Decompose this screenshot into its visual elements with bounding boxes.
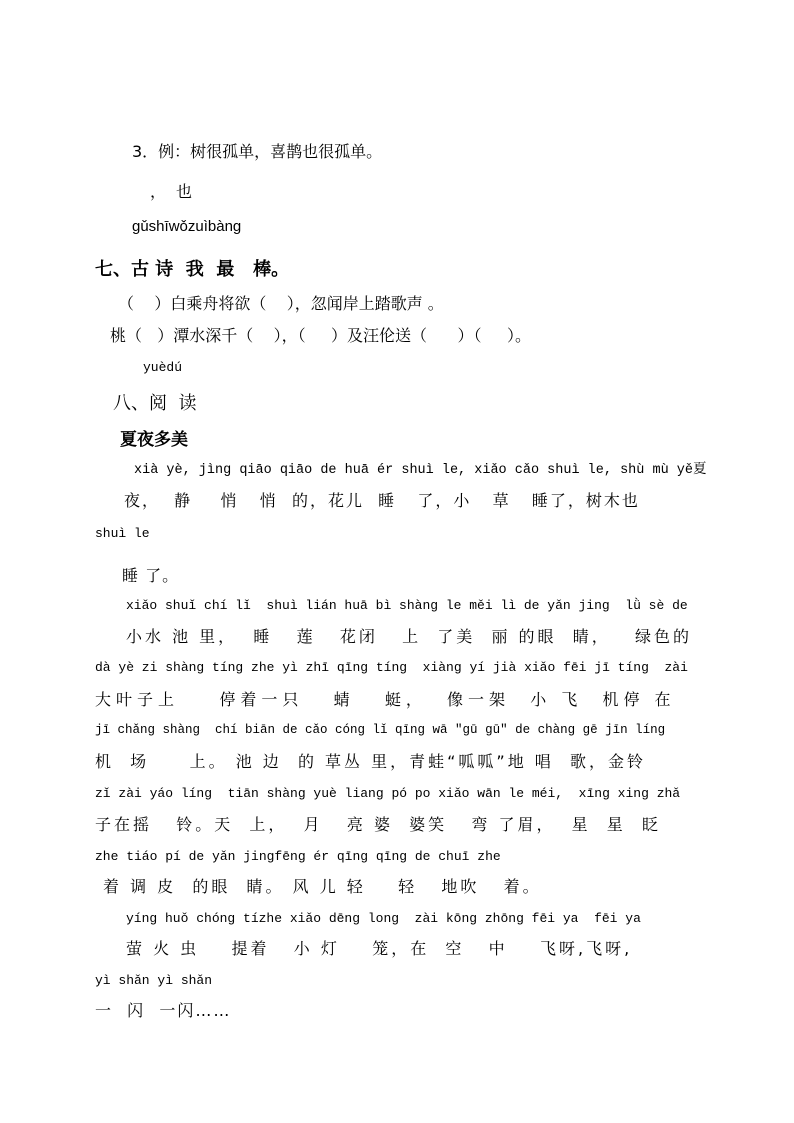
passage-pinyin-line: xiǎo shuǐ chí lǐ shuì lián huā bì shàng le měi lì de yǎn jing lǜ sè de — [126, 598, 688, 613]
passage-text-line: 夜， 静 悄 悄 的，花儿 睡 了，小 草 睡了，树木也 — [124, 491, 640, 510]
passage-pinyin-line: xià yè, jìng qiāo qiāo de huā ér shuì le, xiǎo cǎo shuì le, shù mù yě夏 — [134, 463, 707, 478]
passage-pinyin-line: zǐ zài yáo líng tiān shàng yuè liang pó po xiǎo wān le méi, xīng xing zhǎ — [95, 786, 681, 801]
passage-text-line: 着 调 皮 的眼 睛。 风 儿 轻 轻 地吹 着。 — [103, 877, 542, 896]
section8-title-pinyin: yuèdú — [143, 360, 183, 375]
passage-pinyin-line: yíng huǒ chóng tízhe xiǎo dēng long zài kōng zhōng fēi ya fēi ya — [126, 911, 641, 926]
passage-text-line: 睡 了。 — [122, 566, 180, 585]
passage-pinyin-line: shuì le — [95, 526, 150, 541]
section8-title: 八、阅 读 — [113, 393, 197, 414]
passage-text-line: 大叶子上 停着一只 蜻 蜓， 像一架 小 飞 机停 在 — [95, 690, 676, 709]
section7-title-pinyin: gǔshīwǒzuìbàng — [132, 218, 242, 235]
q3-example: 3．例：树很孤单，喜鹊也很孤单。 — [132, 142, 383, 161]
passage-title: 夏夜多美 — [120, 430, 188, 450]
passage-text-line: 一 闪 一闪…… — [95, 1001, 232, 1020]
passage-text-line: 子在摇 铃。天 上， 月 亮 婆 婆笑 弯 了眉， 星 星 眨 — [95, 815, 661, 834]
poem-line-1: （ ）白乘舟将欲（ ），忽闻岸上踏歌声 。 — [118, 294, 444, 313]
passage-text-line: 萤 火 虫 提着 小 灯 笼，在 空 中 飞呀,飞呀, — [126, 939, 633, 958]
passage-pinyin-line: dà yè zi shàng tíng zhe yì zhī qīng tíng xiàng yí jià xiǎo fēi jī tíng zài — [95, 660, 688, 675]
passage-pinyin-line: yì shǎn yì shǎn — [95, 973, 213, 988]
section7-title: 七、古 诗 我 最 棒。 — [95, 259, 290, 280]
passage-text-line: 机 场 上。 池 边 的 草丛 里，青蛙“呱呱”地 唱 歌，金铃 — [95, 752, 646, 771]
passage-pinyin-line: zhe tiáo pí de yǎn jingfēng ér qīng qīng de chuī zhe — [95, 849, 501, 864]
poem-line-2: 桃（ ）潭水深千（ ），（ ）及汪伦送（ ）（ ）。 — [110, 326, 531, 345]
q3-blank-line: ，也 — [150, 182, 203, 201]
passage-pinyin-line: jī chǎng shàng chí biān de cǎo cóng lǐ qīng wā "gū gū" de chàng gē jīn líng — [95, 723, 666, 737]
passage-text-line: 小水 池 里， 睡 莲 花闭 上 了美 丽 的眼 睛， 绿色的 — [126, 627, 692, 646]
